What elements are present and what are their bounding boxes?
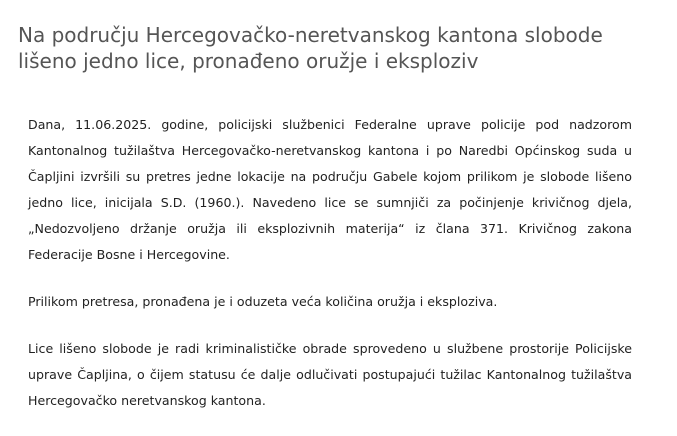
article-paragraph: Prilikom pretresa, pronađena je i oduzeta veća količina oružja i eksploziva. [28,294,498,309]
article-title: Na području Hercegovačko-neretvanskog kantona slobode lišeno jedno lice, pronađeno oružje i eksploziv [18,23,603,73]
article-body [28,112,632,435]
article-paragraph: Dana, 11.06.2025. godine, policijski službenici Federalne uprave policije pod nadzorom Kantonalnog tužilaštva Hercegovačko-neretvanskog kantona i po Naredbi Općinskog suda u Čapljini izvršili su pretres jedne lokacije na području Gabele kojom prilikom je slobode lišeno jedno lice, inicijala S.D. (1960.). Navedeno lice se sumnjiči za počinjenje krivičnog djela, „Nedozvoljeno držanje oružja ili eksplozivnih materija“ iz člana 371. Krivičnog zakona Federacije Bosne i Hercegovine. [28,117,632,262]
article-paragraph: Lice lišeno slobode je radi kriminalističke obrade sprovedeno u službene prostorije Policijske uprave Čapljina, o čijem statusu će dalje odlučivati postupajući tužilac Kantonalnog tužilaštva Hercegovačko neretvanskog kantona. [28,341,632,408]
